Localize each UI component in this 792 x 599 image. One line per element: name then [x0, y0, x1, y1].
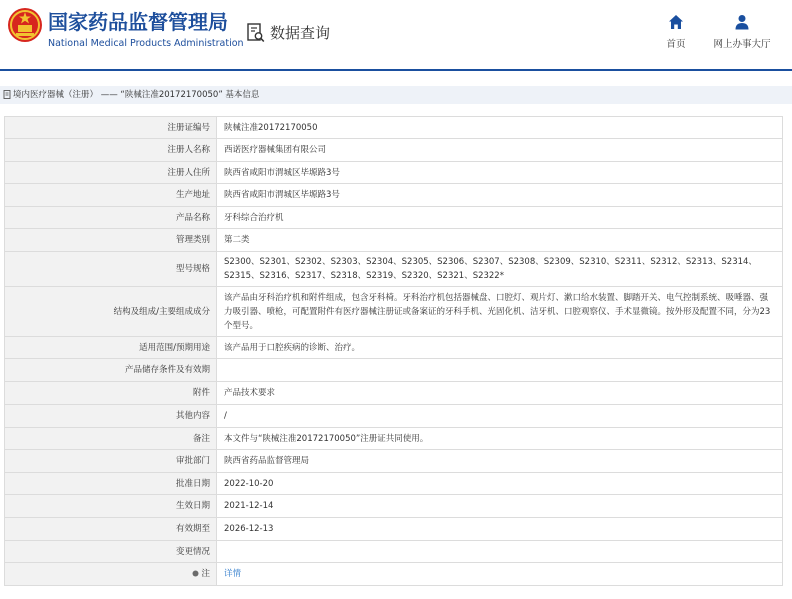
row-value: 该产品用于口腔疾病的诊断、治疗。	[217, 337, 783, 359]
row-label: 审批部门	[5, 450, 217, 473]
note-label: 注	[201, 569, 210, 579]
user-icon	[734, 14, 750, 30]
national-emblem-icon	[7, 7, 43, 43]
data-query-label: 数据查询	[270, 24, 331, 42]
breadcrumb-separator: ——	[98, 90, 121, 100]
row-value: 牙科综合治疗机	[217, 207, 783, 229]
document-search-icon	[247, 23, 265, 43]
row-value	[217, 563, 783, 586]
row-value: 陕西省药品监督管理局	[217, 450, 783, 473]
table-row	[5, 139, 783, 162]
nav-service-label: 网上办事大厅	[713, 39, 771, 50]
table-row	[5, 563, 783, 586]
table-row	[5, 473, 783, 495]
data-query-heading	[247, 22, 330, 43]
row-value: 2022-10-20	[217, 473, 783, 495]
row-value: S2300、S2301、S2302、S2303、S2304、S2305、S2306、S2307、S2308、S2309、S2310、S2311、S2312、S2313、S2314、S2315、S2316、S2317、S2318、S2319、S2320、S2321、S2322*	[217, 252, 783, 287]
table-row	[5, 518, 783, 541]
table-row	[5, 450, 783, 473]
row-label: 生产地址	[5, 184, 217, 207]
site-title[interactable]: 国家药品监督管理局	[48, 10, 228, 34]
table-row	[5, 287, 783, 337]
table-row	[5, 162, 783, 184]
table-row	[5, 117, 783, 139]
nav-online-service[interactable]	[710, 14, 774, 50]
site-header	[0, 0, 792, 70]
nav-home[interactable]	[661, 14, 691, 50]
row-label: 注册证编号	[5, 117, 217, 139]
table-row	[5, 428, 783, 450]
row-value: 2026-12-13	[217, 518, 783, 541]
row-value: 第二类	[217, 229, 783, 252]
table-row	[5, 359, 783, 382]
row-value: 2021-12-14	[217, 495, 783, 518]
table-row	[5, 229, 783, 252]
breadcrumb-current: “陕械注准20172170050” 基本信息	[120, 90, 260, 100]
row-label: 结构及组成/主要组成成分	[5, 287, 217, 337]
row-value: 该产品由牙科治疗机和附件组成，包含牙科椅。牙科治疗机包括器械盘、口腔灯、观片灯、漱口给水装置、脚踏开关、电气控制系统、吸唾器、强力吸引器、喷枪，可配置附件有医疗器械注册证或备案证的牙科手机、光固化机、洁牙机、口腔观察仪、手术显微镜。按外形及配置不同，分为23个型号。	[217, 287, 783, 337]
row-label: 注册人名称	[5, 139, 217, 162]
row-label: 型号规格	[5, 252, 217, 287]
row-value: /	[217, 405, 783, 428]
row-label: 批准日期	[5, 473, 217, 495]
table-row	[5, 541, 783, 563]
row-value: 陕械注准20172170050	[217, 117, 783, 139]
header-divider	[0, 69, 792, 71]
site-subtitle: National Medical Products Administration	[48, 38, 244, 49]
row-value: 陕西省咸阳市渭城区毕塬路3号	[217, 162, 783, 184]
detail-link[interactable]: 详情	[224, 569, 242, 579]
row-label: 适用范围/预期用途	[5, 337, 217, 359]
row-label: 附件	[5, 382, 217, 405]
breadcrumb	[0, 86, 792, 104]
bullet-icon	[192, 570, 199, 577]
table-row	[5, 337, 783, 359]
row-label: 注册人住所	[5, 162, 217, 184]
row-label: 产品储存条件及有效期	[5, 359, 217, 382]
row-value	[217, 541, 783, 563]
home-icon	[668, 14, 684, 30]
breadcrumb-category-link[interactable]: 境内医疗器械（注册）	[13, 90, 99, 100]
row-value: 陕西省咸阳市渭城区毕塬路3号	[217, 184, 783, 207]
table-row	[5, 207, 783, 229]
row-label: 变更情况	[5, 541, 217, 563]
row-label: 产品名称	[5, 207, 217, 229]
registration-info-table	[4, 116, 783, 586]
table-row	[5, 405, 783, 428]
row-value: 西诺医疗器械集团有限公司	[217, 139, 783, 162]
row-label: 管理类别	[5, 229, 217, 252]
document-icon	[3, 90, 12, 99]
row-label: 备注	[5, 428, 217, 450]
table-row	[5, 495, 783, 518]
row-label: 其他内容	[5, 405, 217, 428]
row-value	[217, 359, 783, 382]
table-row	[5, 382, 783, 405]
row-value: 本文件与“陕械注准20172170050”注册证共同使用。	[217, 428, 783, 450]
note-row-label	[5, 563, 217, 586]
row-value: 产品技术要求	[217, 382, 783, 405]
table-row	[5, 184, 783, 207]
table-row	[5, 252, 783, 287]
row-label: 有效期至	[5, 518, 217, 541]
nav-home-label: 首页	[666, 39, 686, 50]
row-label: 生效日期	[5, 495, 217, 518]
